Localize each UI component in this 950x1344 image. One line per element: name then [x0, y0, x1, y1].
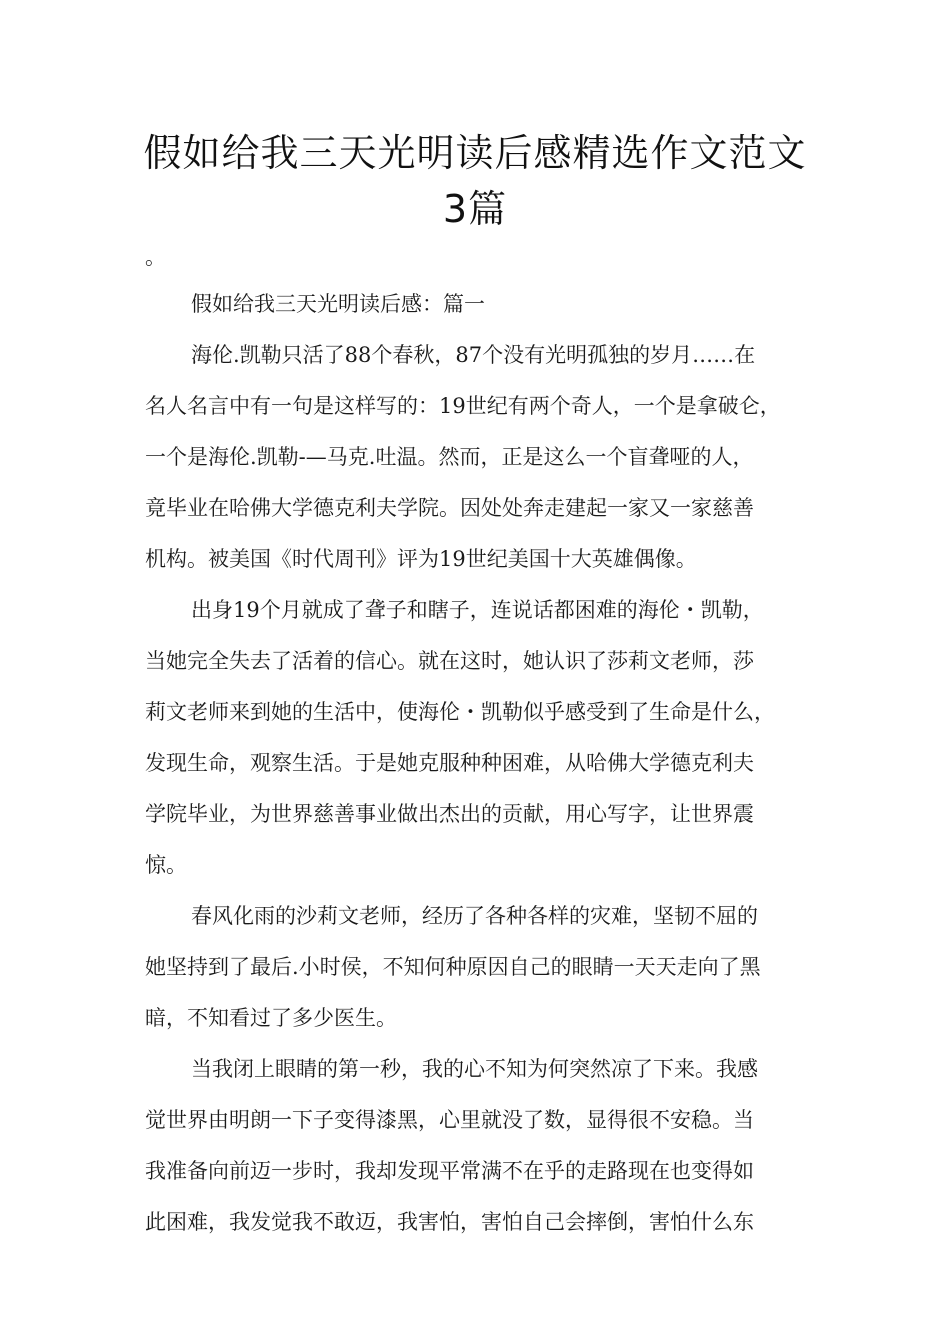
paragraph-line: 此困难，我发觉我不敢迈，我害怕，害怕自己会摔倒，害怕什么东 — [145, 1210, 754, 1234]
paragraph-line: 莉文老师来到她的生活中，使海伦・凯勒似乎感受到了生命是什么， — [145, 700, 775, 724]
paragraph-line: 机构。被美国《时代周刊》评为19世纪美国十大英雄偶像。 — [145, 547, 697, 571]
paragraph-line: 海伦.凯勒只活了88个春秋，87个没有光明孤独的岁月……在 — [191, 343, 756, 367]
paragraph-line: 学院毕业，为世界慈善事业做出杰出的贡献，用心写字，让世界震 — [145, 802, 754, 826]
paragraph-line: 一个是海伦.凯勒-—马克.吐温。然而，正是这么一个盲聋哑的人， — [145, 445, 754, 469]
paragraph-line: 惊。 — [145, 853, 187, 877]
paragraph-line: 当我闭上眼睛的第一秒，我的心不知为何突然凉了下来。我感 — [191, 1057, 758, 1081]
paragraph-line: 觉世界由明朗一下子变得漆黑，心里就没了数，显得很不安稳。当 — [145, 1108, 754, 1132]
paragraph-2 — [145, 585, 825, 891]
paragraph-line: 发现生命，观察生活。于是她克服种种困难，从哈佛大学德克利夫 — [145, 751, 754, 775]
paragraph-line: 她坚持到了最后.小时侯，不知何种原因自己的眼睛一天天走向了黑 — [145, 955, 761, 979]
paragraph-line: 出身19个月就成了聋子和瞎子，连说话都困难的海伦・凯勒， — [191, 598, 764, 622]
paragraph-line: 假如给我三天光明读后感：篇一 — [191, 292, 485, 316]
paragraph-line: 名人名言中有一句是这样写的：19世纪有两个奇人，一个是拿破仑， — [145, 394, 781, 418]
paragraph-line: 当她完全失去了活着的信心。就在这时，她认识了莎莉文老师，莎 — [145, 649, 754, 673]
paragraph-line: 我准备向前迈一步时，我却发现平常满不在乎的走路现在也变得如 — [145, 1159, 754, 1183]
paragraph-line: 春风化雨的沙莉文老师，经历了各种各样的灾难，坚韧不屈的 — [191, 904, 758, 928]
paragraph-line: 暗，不知看过了多少医生。 — [145, 1006, 397, 1030]
paragraph-4 — [145, 1044, 825, 1248]
intro-mark: 。 — [145, 245, 166, 269]
paragraph-line: 竟毕业在哈佛大学德克利夫学院。因处处奔走建起一家又一家慈善 — [145, 496, 754, 520]
document-body — [145, 235, 825, 1248]
document-title — [120, 125, 830, 237]
title-line-2: 3篇 — [442, 187, 508, 231]
section-heading — [145, 279, 825, 330]
paragraph-3 — [145, 891, 825, 1044]
title-line-1: 假如给我三天光明读后感精选作文范文 — [143, 131, 807, 175]
paragraph-1 — [145, 330, 825, 585]
